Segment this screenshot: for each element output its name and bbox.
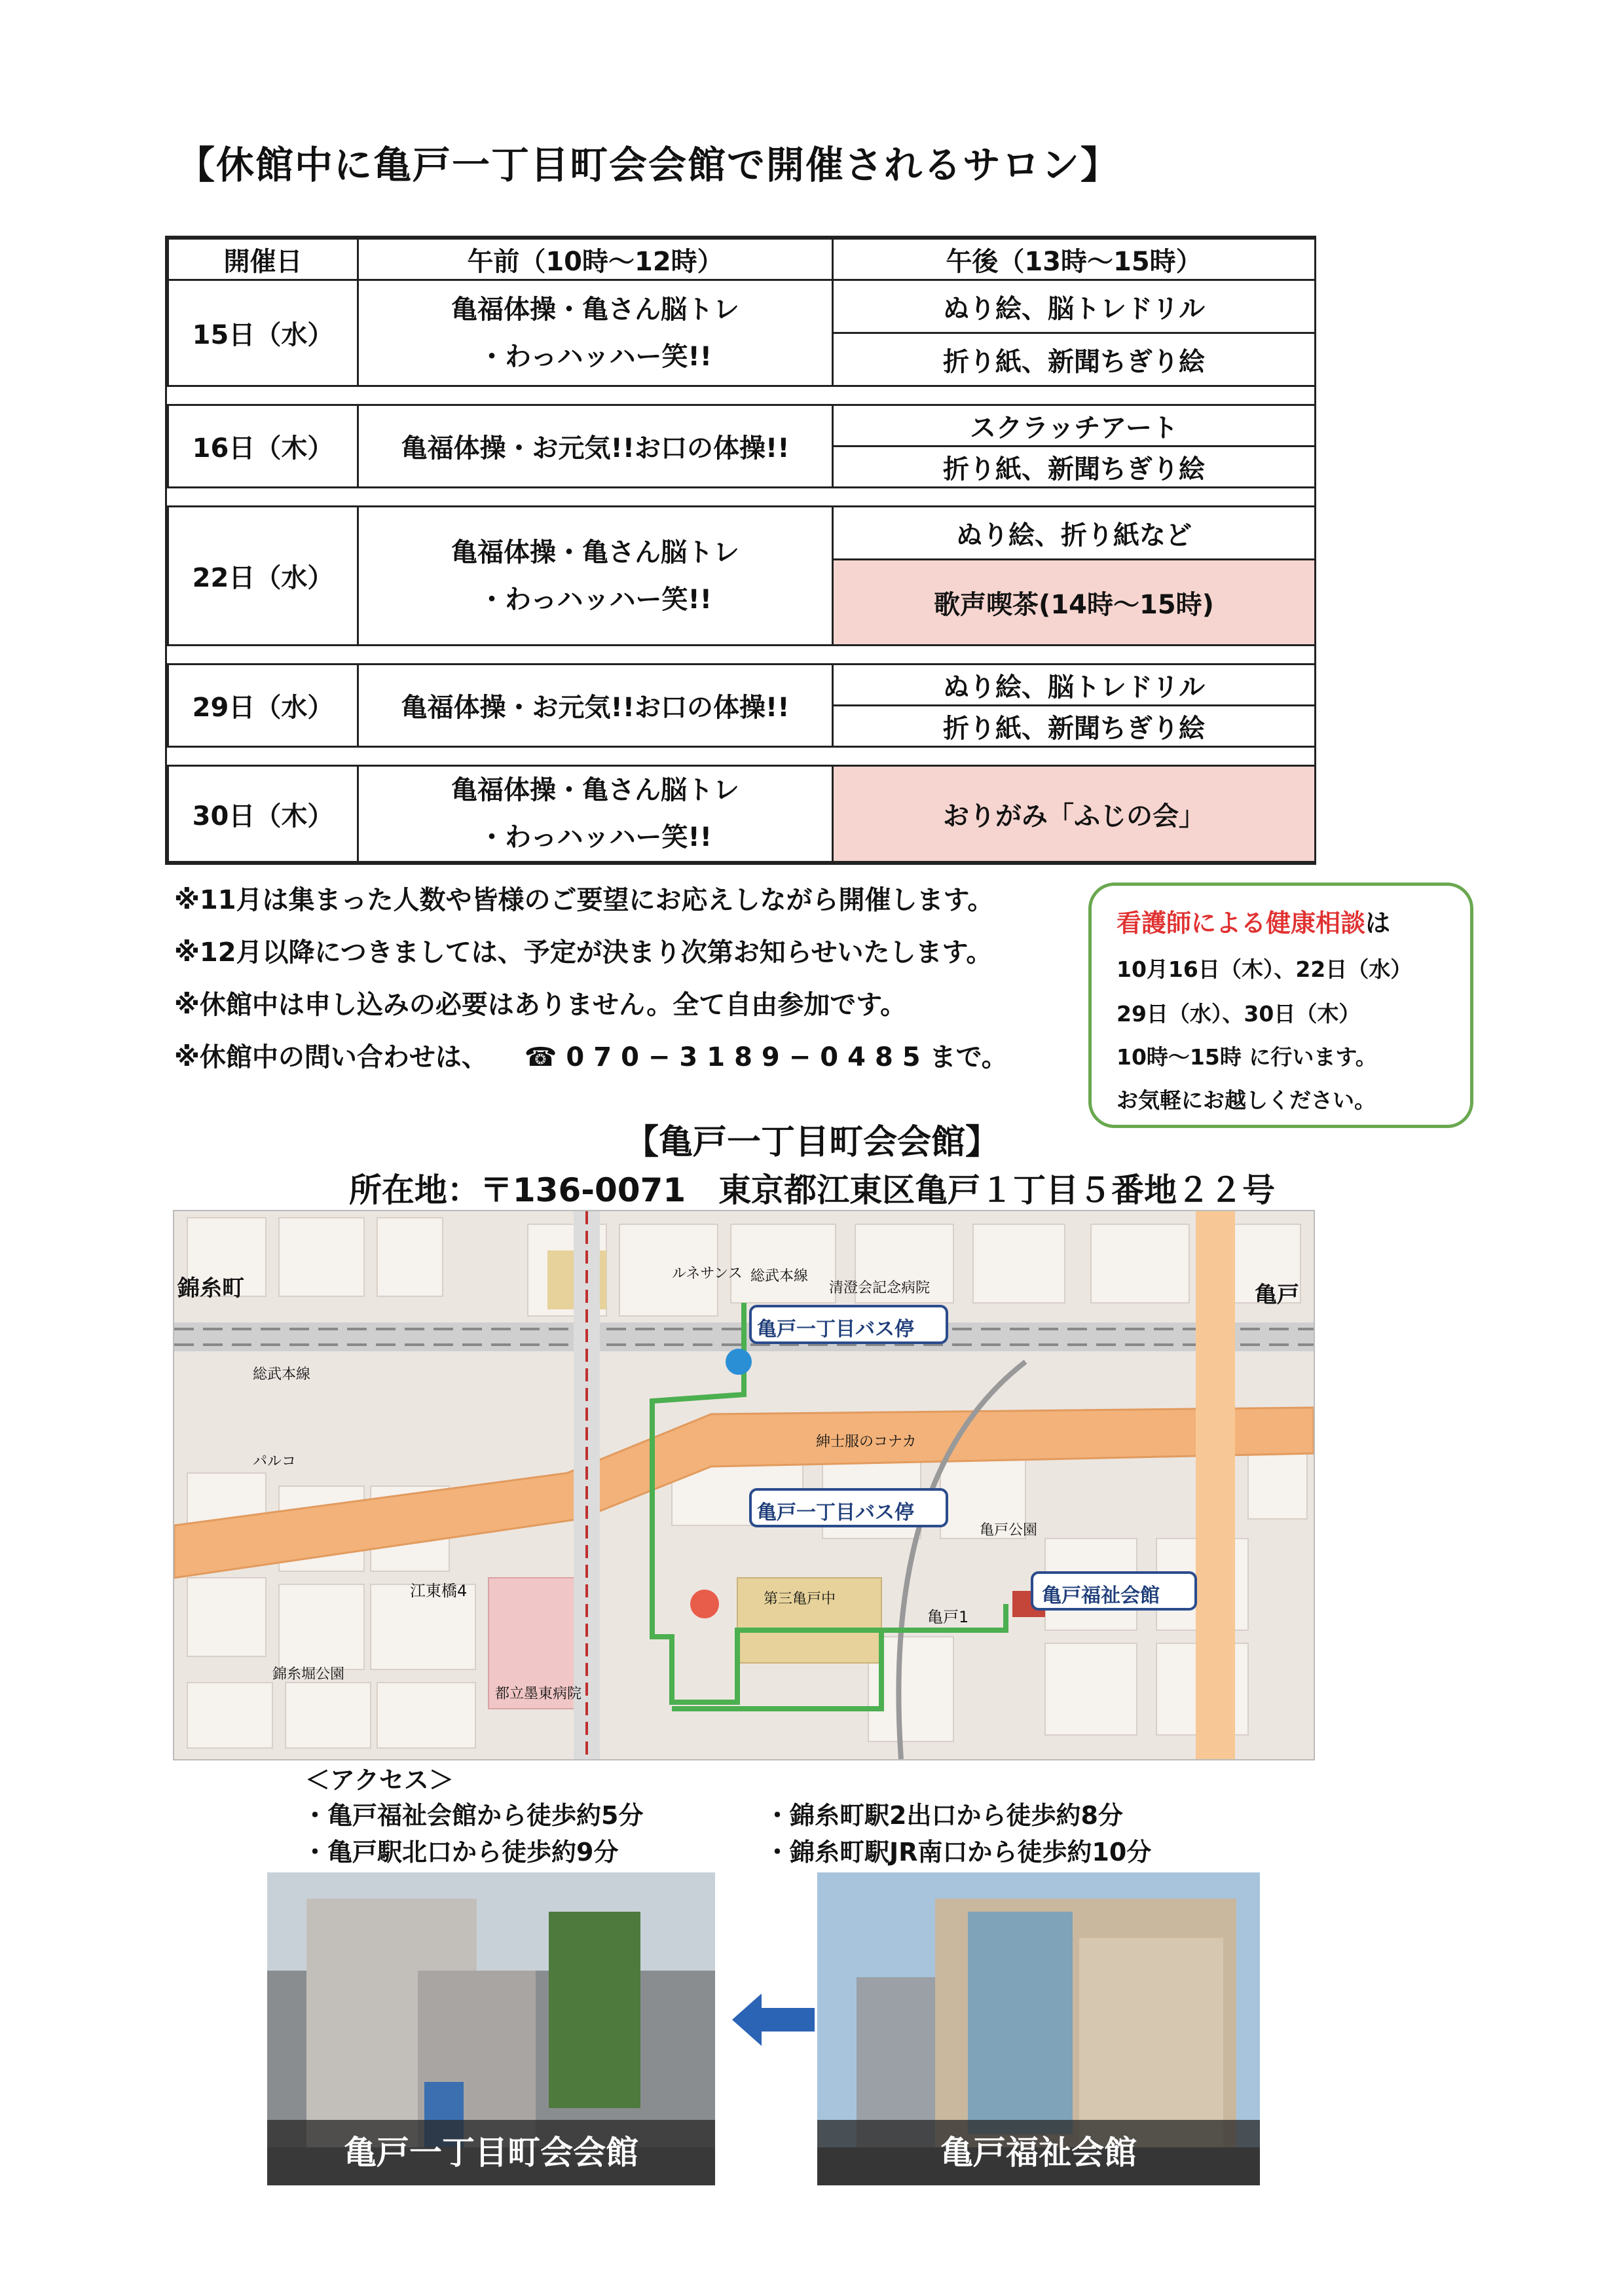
row-am: 亀福体操・お元気!!お口の体操!! xyxy=(358,405,833,488)
arrow-left-icon xyxy=(732,1994,815,2049)
map-graphic xyxy=(174,1211,1314,1759)
map-label-koto4: 江東橋4 xyxy=(410,1582,468,1600)
row-date: 22日（水） xyxy=(168,507,358,646)
map-label-kameido1: 亀戸1 xyxy=(927,1608,969,1626)
map-label-kiyosumi: 清澄会記念病院 xyxy=(829,1280,931,1296)
phone-number: ☎070−3189−0485 xyxy=(524,1042,930,1072)
access-item: ・錦糸町駅JR南口から徒歩約10分 xyxy=(765,1838,1152,1867)
access-item: ・亀戸駅北口から徒歩約9分 xyxy=(303,1838,619,1867)
area-map xyxy=(173,1210,1315,1760)
row-pm-1: ぬり絵、脳トレドリル xyxy=(833,665,1316,706)
health-consultation-box xyxy=(1088,883,1473,1128)
row-pm-1: スクラッチアート xyxy=(833,405,1316,446)
row-am: 亀福体操・亀さん脳トレ ・わっハッハー笑!! xyxy=(358,280,833,386)
row-pm-2: 折り紙、新聞ちぎり絵 xyxy=(833,706,1316,747)
row-date: 15日（水） xyxy=(168,280,358,386)
map-label-welfare-hall: 亀戸福祉会館 xyxy=(1042,1584,1160,1607)
hall-name: 【亀戸一丁目町会会館】 xyxy=(624,1123,999,1162)
map-label-rail: 総武本線 xyxy=(750,1268,809,1285)
map-label-rail: 総武本線 xyxy=(253,1366,311,1383)
health-line: お気軽にお越しください。 xyxy=(1116,1087,1376,1113)
table-spacer xyxy=(168,646,1316,665)
row-pm-2: 折り紙、新聞ちぎり絵 xyxy=(833,333,1316,386)
map-label-park: 錦糸堀公園 xyxy=(272,1666,345,1683)
table-spacer xyxy=(168,488,1316,507)
row-am: 亀福体操・亀さん脳トレ ・わっハッハー笑!! xyxy=(358,507,833,646)
photo-caption: 亀戸福祉会館 xyxy=(817,2120,1260,2185)
schedule-table xyxy=(165,236,1316,865)
table-spacer xyxy=(168,747,1316,766)
header-date: 開催日 xyxy=(168,239,358,280)
row-am: 亀福体操・亀さん脳トレ ・わっハッハー笑!! xyxy=(358,766,833,862)
contact-line: ※休館中の問い合わせは、 ☎070−3189−0485まで。 xyxy=(174,1042,1008,1072)
table-row xyxy=(168,280,1316,333)
map-label-kinshicho: 錦糸町 xyxy=(177,1275,244,1302)
note-line: ※11月は集まった人数や皆様のご要望にお応えしながら開催します。 xyxy=(174,885,994,915)
map-label-kameido: 亀戸 xyxy=(1255,1282,1299,1308)
table-row xyxy=(168,766,1316,862)
row-pm-2: 折り紙、新聞ちぎり絵 xyxy=(833,446,1316,488)
row-pm-1: ぬり絵、折り紙など xyxy=(833,507,1316,560)
map-label-bus-stop: 亀戸一丁目バス停 xyxy=(757,1501,914,1524)
header-am: 午前（10時〜12時） xyxy=(358,239,833,280)
access-item: ・錦糸町駅2出口から徒歩約8分 xyxy=(765,1801,1123,1830)
row-pm-1: ぬり絵、脳トレドリル xyxy=(833,280,1316,333)
note-line: ※12月以降につきましては、予定が決まり次第お知らせいたします。 xyxy=(174,938,993,968)
table-spacer xyxy=(168,386,1316,405)
note-line: ※休館中は申し込みの必要はありません。全て自由参加です。 xyxy=(174,990,907,1020)
table-row xyxy=(168,507,1316,560)
notes xyxy=(174,874,1008,1084)
access-item: ・亀戸福祉会館から徒歩約5分 xyxy=(303,1801,644,1830)
photo-caption: 亀戸一丁目町会会館 xyxy=(267,2120,715,2185)
row-pm-highlight: おりがみ「ふじの会」 xyxy=(833,766,1316,862)
table-row xyxy=(168,405,1316,446)
map-label-hospital: 都立墨東病院 xyxy=(495,1686,582,1702)
map-label-park: 亀戸公園 xyxy=(980,1522,1038,1539)
map-label-school: 第三亀戸中 xyxy=(764,1591,836,1607)
map-label-shop: 紳士服のコナカ xyxy=(816,1434,917,1450)
health-line: 29日（水）、30日（木） xyxy=(1116,1001,1361,1027)
map-label-parco: パルコ xyxy=(253,1453,297,1470)
page-title: 【休館中に亀戸一丁目町会会館で開催されるサロン】 xyxy=(177,143,1120,187)
row-am: 亀福体操・お元気!!お口の体操!! xyxy=(358,665,833,747)
row-date: 29日（水） xyxy=(168,665,358,747)
map-label-lunasans: ルネサンス xyxy=(672,1266,743,1282)
photo-town-hall xyxy=(267,1872,715,2185)
access-title: ＜アクセス＞ xyxy=(305,1766,454,1795)
table-row xyxy=(168,665,1316,706)
hall-address: 所在地：〒136-0071 東京都江東区亀戸１丁目５番地２２号 xyxy=(348,1171,1276,1209)
health-title: 看護師による健康相談は xyxy=(1116,909,1391,938)
table-header-row xyxy=(168,239,1316,280)
photo-welfare-hall xyxy=(817,1872,1260,2185)
header-pm: 午後（13時〜15時） xyxy=(833,239,1316,280)
row-date: 30日（木） xyxy=(168,766,358,862)
map-label-bus-stop: 亀戸一丁目バス停 xyxy=(757,1318,914,1341)
row-pm-2-highlight: 歌声喫茶(14時〜15時) xyxy=(833,560,1316,646)
health-line: 10月16日（木）、22日（水） xyxy=(1116,957,1412,982)
health-line: 10時〜15時 に行います。 xyxy=(1116,1044,1377,1070)
row-date: 16日（木） xyxy=(168,405,358,488)
